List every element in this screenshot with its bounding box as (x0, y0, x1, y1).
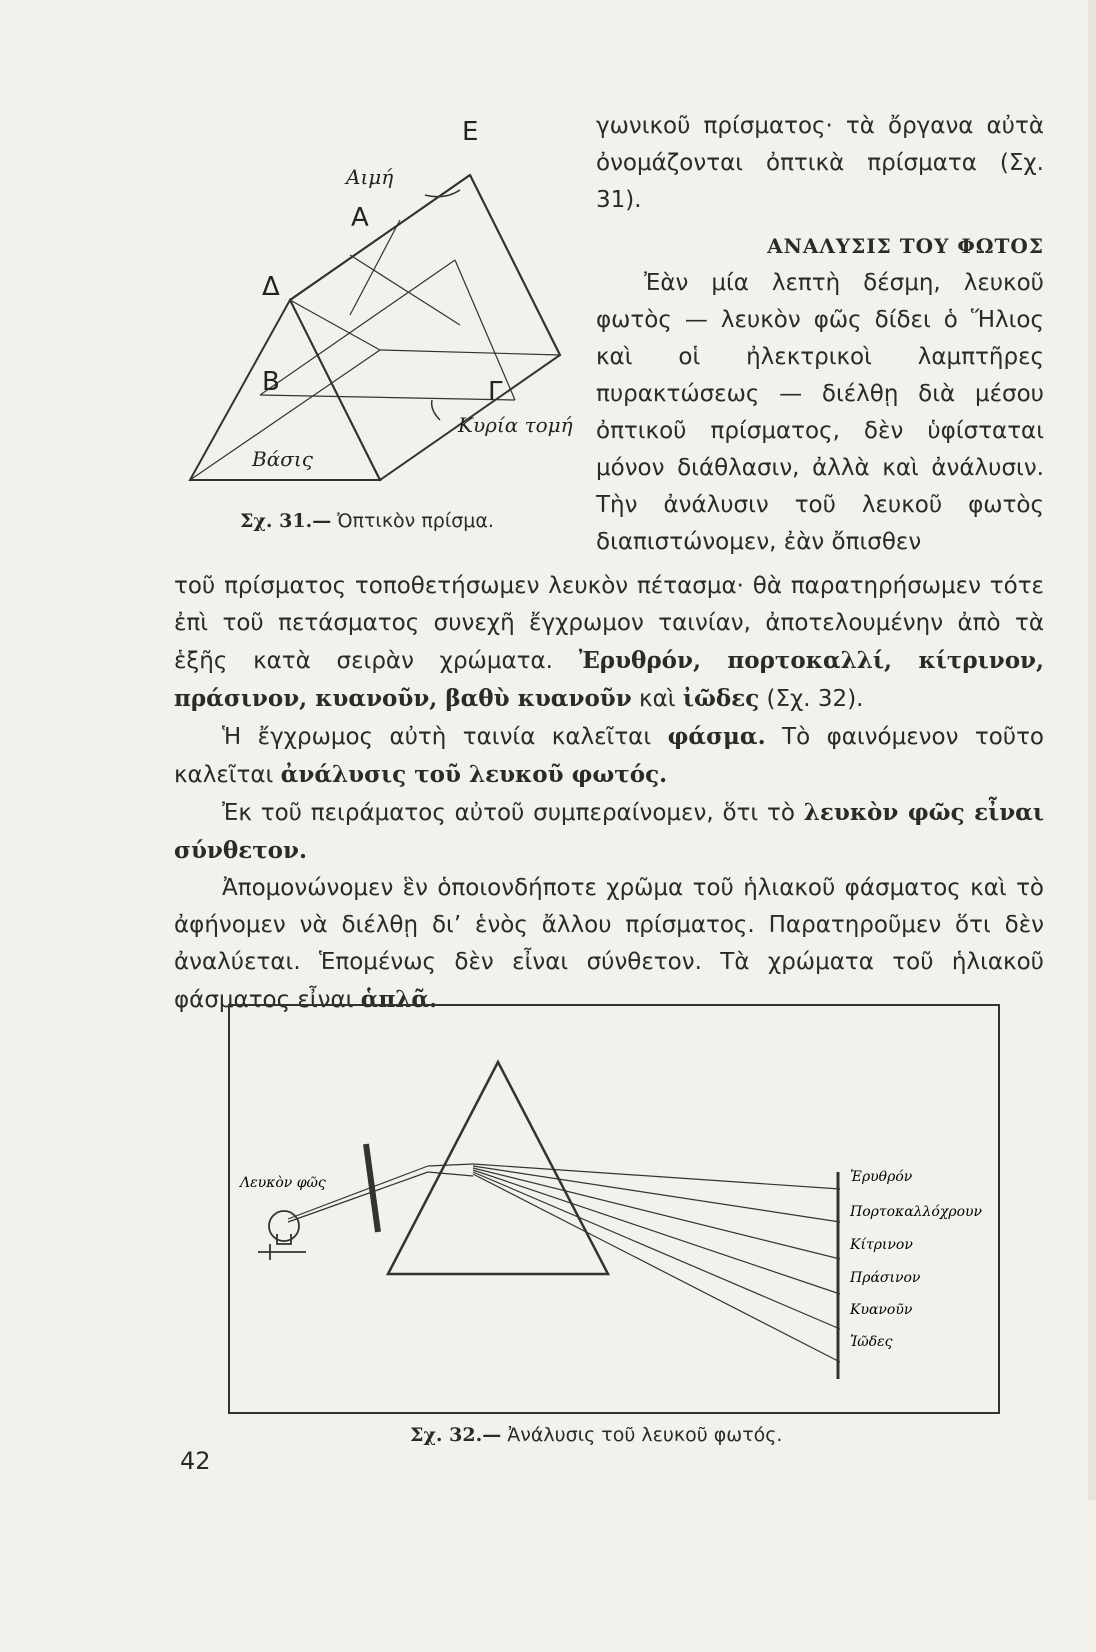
figure-31 (170, 100, 610, 510)
diag-line-2 (350, 255, 460, 325)
incident-ray-1 (288, 1166, 428, 1219)
p4-start: Ἀπομονώνομεν ἓν ὁποιονδήποτε χρῶμα τοῦ ἡλιακοῦ φάσματος καὶ τὸ ἀφήνομεν νὰ διέλθῃ δι’ ἑνὸς ἄλλου πρίσματος. Παρατηροῦμεν ὅτι δὲν ἀναλύεται. Ἑπομένως δὲν εἶναι σύνθετον. Τὰ χρώματα τοῦ ἡλιακοῦ φάσματος εἶναι (174, 875, 1044, 1013)
page-number: 42 (180, 1447, 211, 1475)
back-base-edge (380, 350, 560, 355)
caption-32-text: Ἀνάλυσις τοῦ λευκοῦ φωτός. (507, 1424, 783, 1446)
p1-bold: Ἐρυθρόν, πορτοκαλλί, κίτρινον, πράσινον, κυανοῦν, βαθὺ κυανοῦν (174, 647, 1045, 712)
label-D: Δ (262, 272, 280, 302)
label-kyria-tomi: Κυρία τομή (458, 413, 573, 437)
p4-bold: ἁπλᾶ. (360, 986, 438, 1013)
section-line-3 (260, 395, 515, 400)
section-heading: ΑΝΑΛΥΣΙΣ ΤΟΥ ΦΩΤΟΣ (767, 234, 1044, 258)
prism-triangle (388, 1062, 608, 1274)
light-label: Λευκὸν φῶς (240, 1175, 326, 1191)
section-line-1 (260, 260, 455, 395)
dispersed-rays (473, 1164, 840, 1362)
ray-green (473, 1170, 840, 1294)
figure-32 (228, 1004, 1000, 1652)
figure-32-caption (410, 1424, 782, 1446)
p3-start: Ἐκ τοῦ πειράματος αὐτοῦ συμπεραίνομεν, ὅτι τὸ (222, 800, 795, 826)
color-label-orange: Πορτοκαλλόχρουν (850, 1204, 983, 1220)
ray-red (473, 1164, 840, 1189)
diag-line-3 (350, 220, 400, 315)
color-label-yellow: Κίτρινον (850, 1237, 913, 1253)
figure-31-caption (240, 510, 494, 532)
p3-bold: λευκὸν φῶς εἶναι σύνθετον. (174, 799, 1045, 864)
paragraph-isolation (174, 870, 1044, 1019)
main-text (174, 568, 1044, 1019)
paragraph-spectrum (174, 568, 1044, 718)
p2-start: Ἡ ἔγχρωμος αὐτὴ ταινία καλεῖται (222, 724, 652, 750)
right-column (596, 108, 1044, 561)
p1-start: τοῦ πρίσματος τοποθετήσωμεν λευκὸν πέτασμα· θὰ παρατηρήσωμεν τότε ἐπὶ τοῦ πετάσματος συνεχῆ ἔγχρωμον ταινίαν, ἀποτελουμένην ἀπὸ τὰ ἑξῆς κατὰ σειρὰν χρώματα. (174, 573, 1044, 674)
label-E: Ε (462, 117, 479, 147)
slit-screen (366, 1144, 378, 1232)
label-aimi: Αιμή (346, 165, 394, 189)
p2-bold2: ἀνάλυσις τοῦ λευκοῦ φωτός. (280, 761, 668, 788)
column-paragraph-1: γωνικοῦ πρίσματος· τὰ ὄργανα αὐτὰ ὀνομάζονται ὀπτικὰ πρίσματα (Σχ. 31). (596, 113, 1044, 213)
inside-ray-2 (428, 1172, 473, 1176)
p1-and: καὶ (639, 686, 676, 712)
page-edge (1088, 0, 1096, 1500)
top-edge (290, 175, 470, 300)
caption-31-text: Ὀπτικὸν πρίσμα. (337, 510, 494, 532)
color-label-green: Πράσινον (850, 1270, 921, 1286)
color-label-violet: Ἰῶδες (850, 1334, 893, 1350)
label-A: Α (351, 203, 369, 233)
ray-violet (473, 1174, 840, 1362)
caption-31-number: Σχ. 31.— (240, 510, 332, 532)
section-pointer (432, 400, 440, 420)
ray-blue (473, 1172, 840, 1329)
p1-bold2: ἰῶδες (682, 685, 760, 712)
prism-diagram (170, 100, 610, 510)
label-G: Γ (488, 377, 503, 407)
paragraph-phasma (174, 718, 1044, 794)
color-label-red: Ἐρυθρόν (850, 1169, 913, 1185)
inside-ray-1 (428, 1164, 473, 1166)
paragraph-conclusion (174, 794, 1044, 870)
label-vasis: Βάσις (252, 447, 313, 471)
column-paragraph-2: Ἐὰν μία λεπτὴ δέσμη, λευκοῦ φωτὸς — λευκὸν φῶς δίδει ὁ Ἥλιος καὶ οἱ ἠλεκτρικοὶ λαμπτῆρες πυρακτώσεως — διέλθῃ διὰ μέσου ὀπτικοῦ πρίσματος, δὲν ὑφίσταται μόνον διάθλασιν, ἀλλὰ καὶ ἀνάλυσιν. Τὴν ἀνάλυσιν τοῦ λευκοῦ φωτὸς διαπιστώνομεν, ἐὰν ὄπισθεν (596, 270, 1044, 555)
p2-bold: φάσμα. (667, 723, 766, 750)
p1-end: (Σχ. 32). (766, 686, 864, 712)
caption-32-number: Σχ. 32.— (410, 1424, 502, 1446)
p2-mid: Τὸ φαινόμενον τοῦτο καλεῖται (174, 724, 1045, 788)
label-B: Β (262, 367, 280, 397)
color-label-blue: Κυανοῦν (850, 1302, 913, 1318)
dispersion-diagram (228, 1004, 1000, 1414)
section-line-2 (455, 260, 515, 400)
